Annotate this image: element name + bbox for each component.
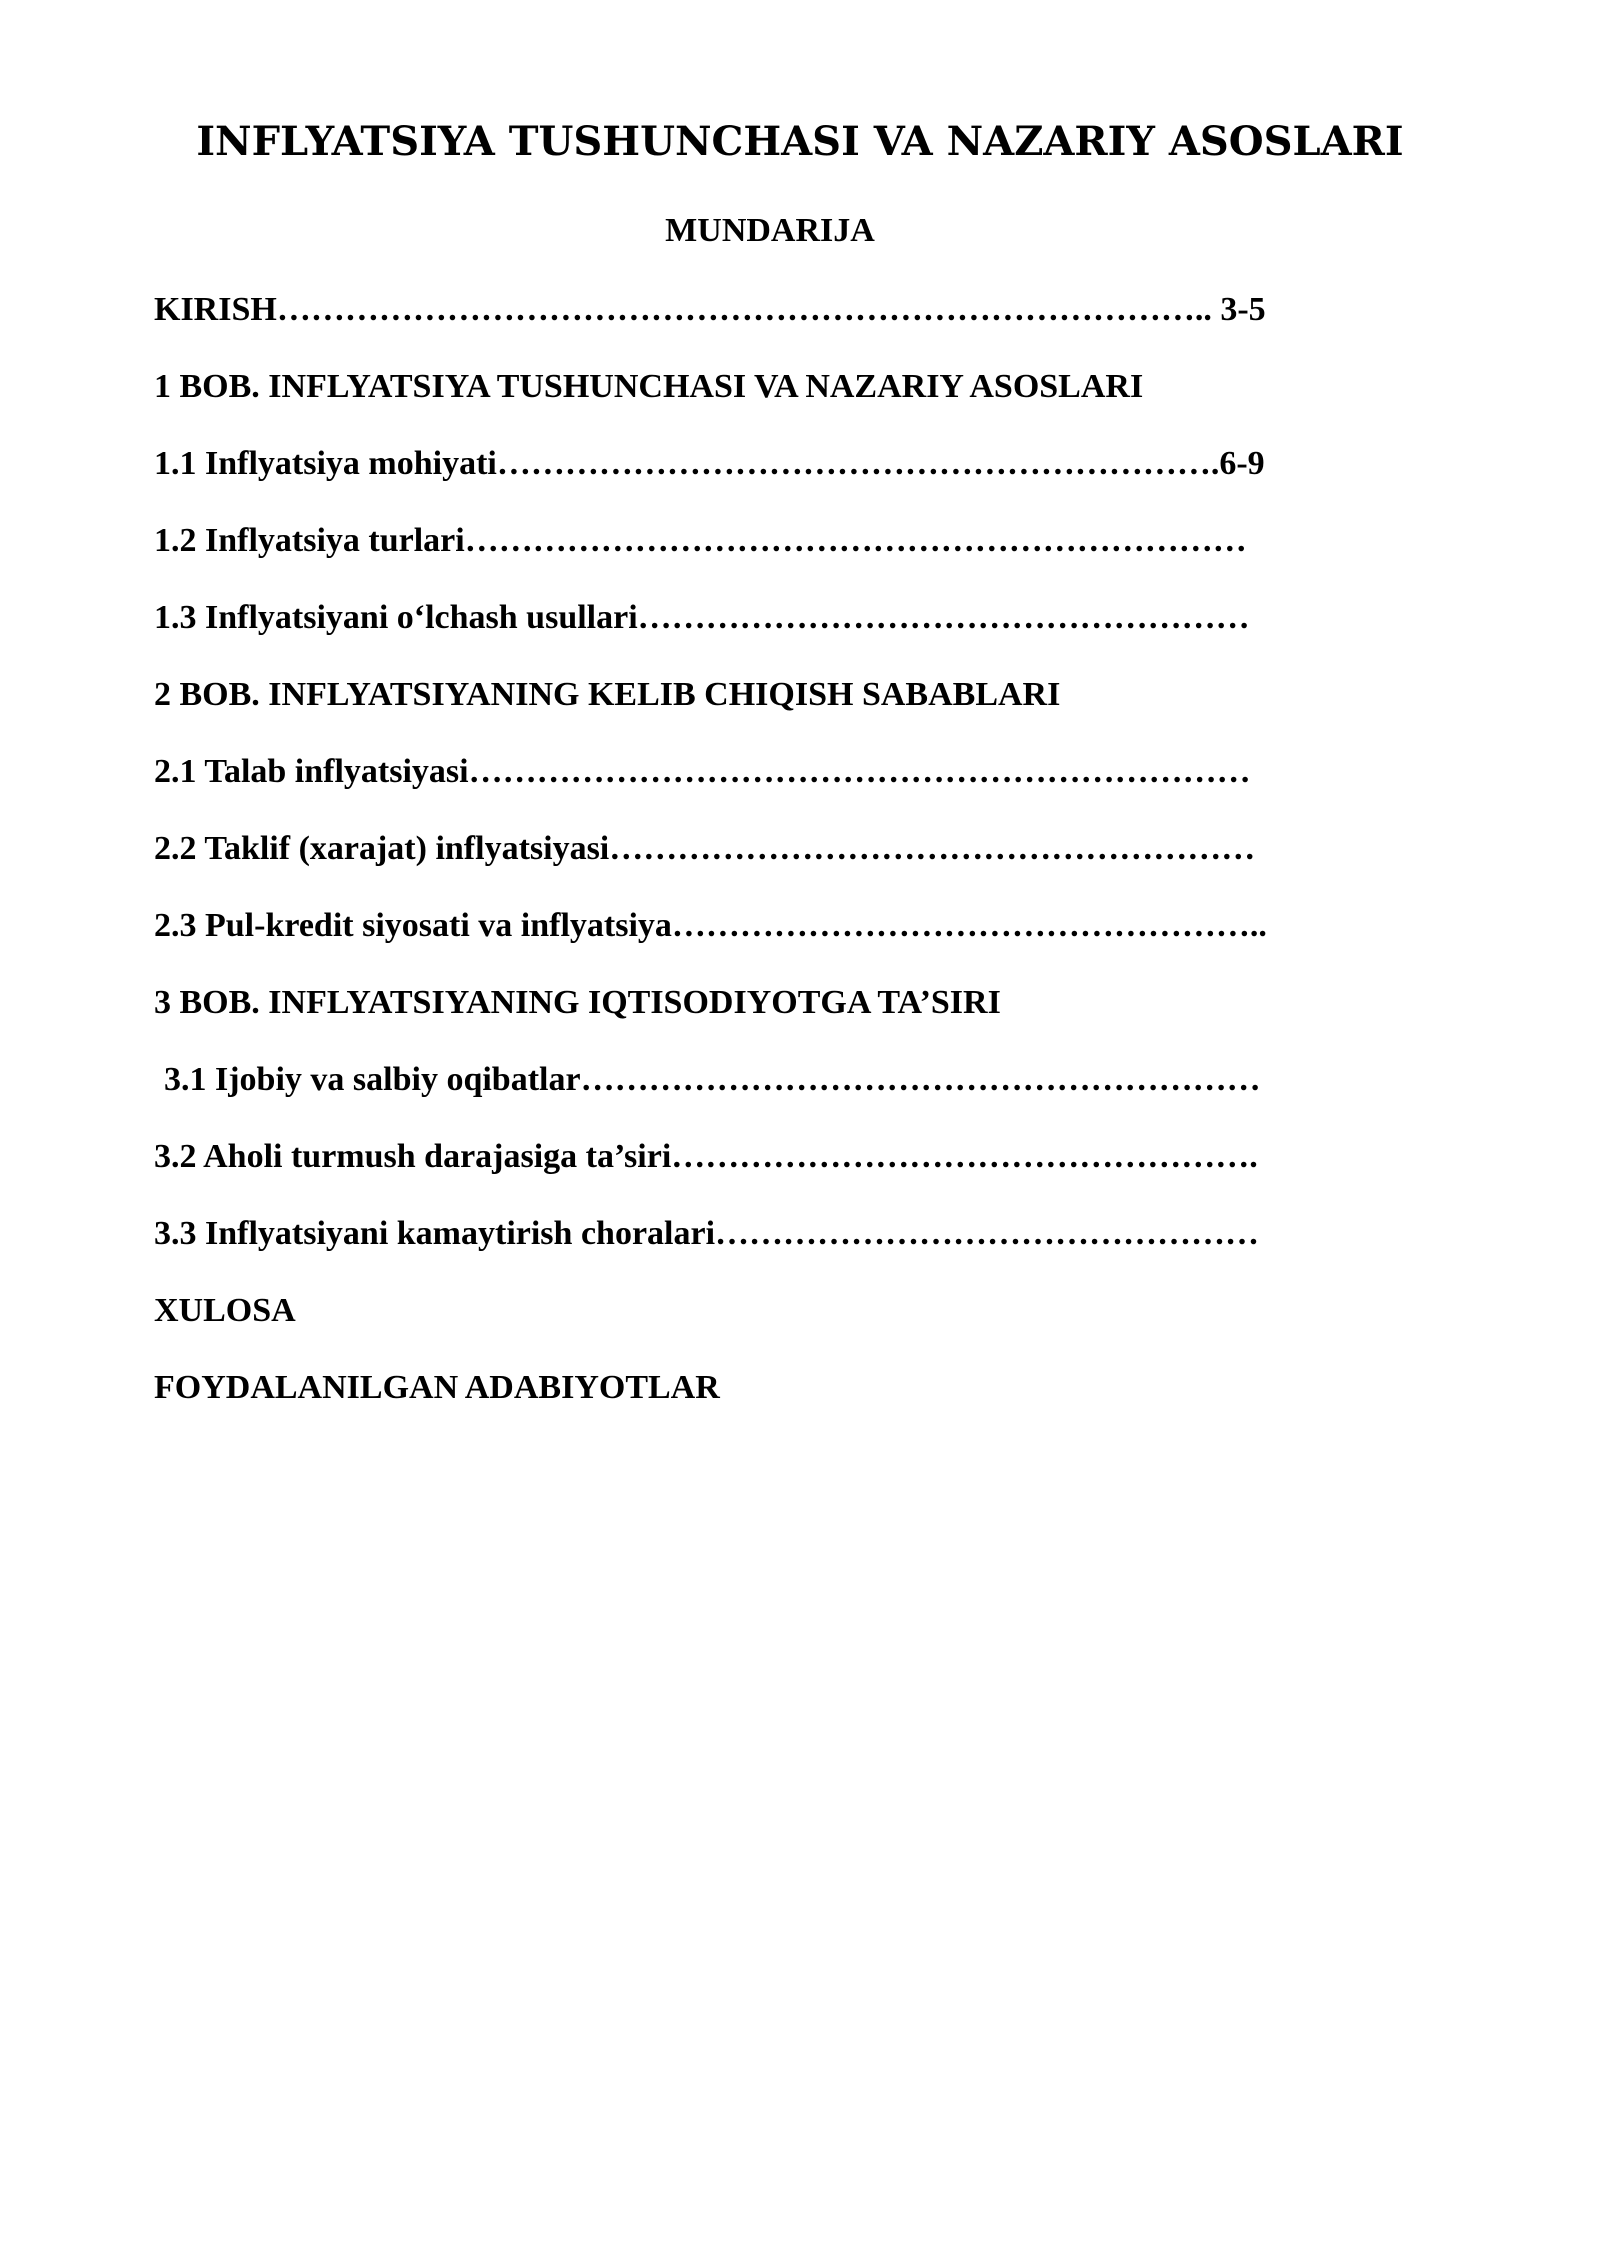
toc-entry-1-1: 1.1 Inflyatsiya mohiyati……………………………………………………….6-9 — [154, 445, 1265, 482]
toc-entry-2-3: 2.3 Pul-kredit siyosati va inflyatsiya…………………………………………….. — [154, 907, 1267, 944]
toc-entry-kirish: KIRISH……………………………………………………………………….. 3-5 — [154, 291, 1266, 328]
toc-entry-3-1: 3.1 Ijobiy va salbiy oqibatlar…………………………………………………… — [164, 1061, 1261, 1098]
toc-entry-references: FOYDALANILGAN ADABIYOTLAR — [154, 1369, 720, 1406]
document-title: INFLYATSIYA TUSHUNCHASI VA NAZARIY ASOSLARI — [196, 118, 1404, 165]
toc-entry-3-3: 3.3 Inflyatsiyani kamaytirish choralari………………………………………… — [154, 1215, 1260, 1252]
table-of-contents — [154, 280, 1434, 1435]
toc-entry-2-2: 2.2 Taklif (xarajat) inflyatsiyasi………………………………………………… — [154, 830, 1256, 867]
toc-entry-xulosa: XULOSA — [154, 1292, 296, 1329]
toc-entry-chapter-1: 1 BOB. INFLYATSIYA TUSHUNCHASI VA NAZARIY ASOSLARI — [154, 368, 1144, 405]
toc-entry-3-2: 3.2 Aholi turmush darajasiga ta’siri……………………………………………. — [154, 1138, 1258, 1175]
toc-entry-1-3: 1.3 Inflyatsiyani o‘lchash usullari……………………………………………… — [154, 599, 1250, 636]
toc-heading: MUNDARIJA — [665, 212, 875, 249]
toc-entry-chapter-3: 3 BOB. INFLYATSIYANING IQTISODIYOTGA TA’SIRI — [154, 984, 1001, 1021]
toc-entry-chapter-2: 2 BOB. INFLYATSIYANING KELIB CHIQISH SABABLARI — [154, 676, 1061, 713]
toc-entry-1-2: 1.2 Inflyatsiya turlari…………………………………………………………… — [154, 522, 1247, 559]
toc-entry-2-1: 2.1 Talab inflyatsiyasi…………………………………………………………… — [154, 753, 1251, 790]
